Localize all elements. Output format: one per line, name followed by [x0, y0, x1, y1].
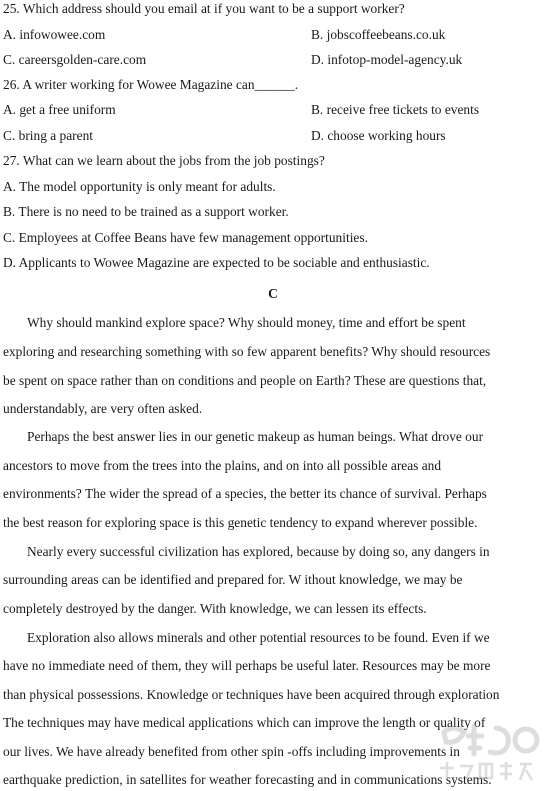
option-d: D. Applicants to Wowee Magazine are expected to be sociable and enthusiastic. — [3, 255, 430, 270]
passage-line: The techniques may have medical applications which can improve the length or quality of — [3, 715, 486, 730]
question-stem: 27. What can we learn about the jobs from the job postings? — [3, 153, 325, 168]
passage-line: the best reason for exploring space is this genetic tendency to expand wherever possible. — [3, 515, 478, 530]
option-b: B. jobscoffeebeans.co.uk — [311, 27, 446, 42]
option-c: C. Employees at Coffee Beans have few management opportunities. — [3, 230, 368, 245]
option-b: B. There is no need to be trained as a support worker. — [3, 204, 289, 219]
passage-line: Why should mankind explore space? Why should money, time and effort be spent — [27, 315, 466, 330]
question-stem: 25. Which address should you email at if you want to be a support worker? — [3, 1, 405, 16]
option-c: C. bring a parent — [3, 128, 93, 143]
passage-line: surrounding areas can be identified and prepared for. W ithout knowledge, we may be — [3, 572, 463, 587]
option-a: A. The model opportunity is only meant for adults. — [3, 179, 276, 194]
passage-line: Exploration also allows minerals and other potential resources to be found. Even if we — [27, 630, 490, 645]
option-c: C. careersgolden-care.com — [3, 52, 147, 67]
passage-line: ancestors to move from the trees into the plains, and on into all possible areas and — [3, 458, 442, 473]
passage-line: Nearly every successful civilization has explored, because by doing so, any dangers in — [27, 544, 490, 559]
option-b: B. receive free tickets to events — [311, 102, 480, 117]
option-d: D. infotop-model-agency.uk — [311, 52, 463, 67]
passage-line: Perhaps the best answer lies in our genetic makeup as human beings. What drove our — [27, 429, 484, 444]
passage-line: earthquake prediction, in satellites for weather forecasting and in communications systems. — [3, 772, 492, 787]
passage-line: be spent on space rather than on conditions and people on Earth? These are questions that, — [3, 373, 487, 388]
passage-line: our lives. We have already benefited from other spin -offs including improvements in — [3, 744, 460, 759]
option-a: A. get a free uniform — [3, 102, 116, 117]
passage-line: understandably, are very often asked. — [3, 401, 203, 416]
passage-line: than physical possessions. Knowledge or techniques have been acquired through exploration — [3, 687, 500, 702]
section-heading: C — [268, 286, 278, 301]
passage-line: environments? The wider the spread of a species, the better its chance of survival. Perhaps — [3, 486, 487, 501]
passage-line: have no immediate need of them, they will perhaps be useful later. Resources may be more — [3, 658, 491, 673]
option-d: D. choose working hours — [311, 128, 446, 143]
option-a: A. infowowee.com — [3, 27, 106, 42]
passage-line: completely destroyed by the danger. With knowledge, we can lessen its effects. — [3, 601, 427, 616]
passage-line: exploring and researching something with so few apparent benefits? Why should resources — [3, 344, 491, 359]
question-stem: 26. A writer working for Wowee Magazine can______. — [3, 77, 299, 92]
